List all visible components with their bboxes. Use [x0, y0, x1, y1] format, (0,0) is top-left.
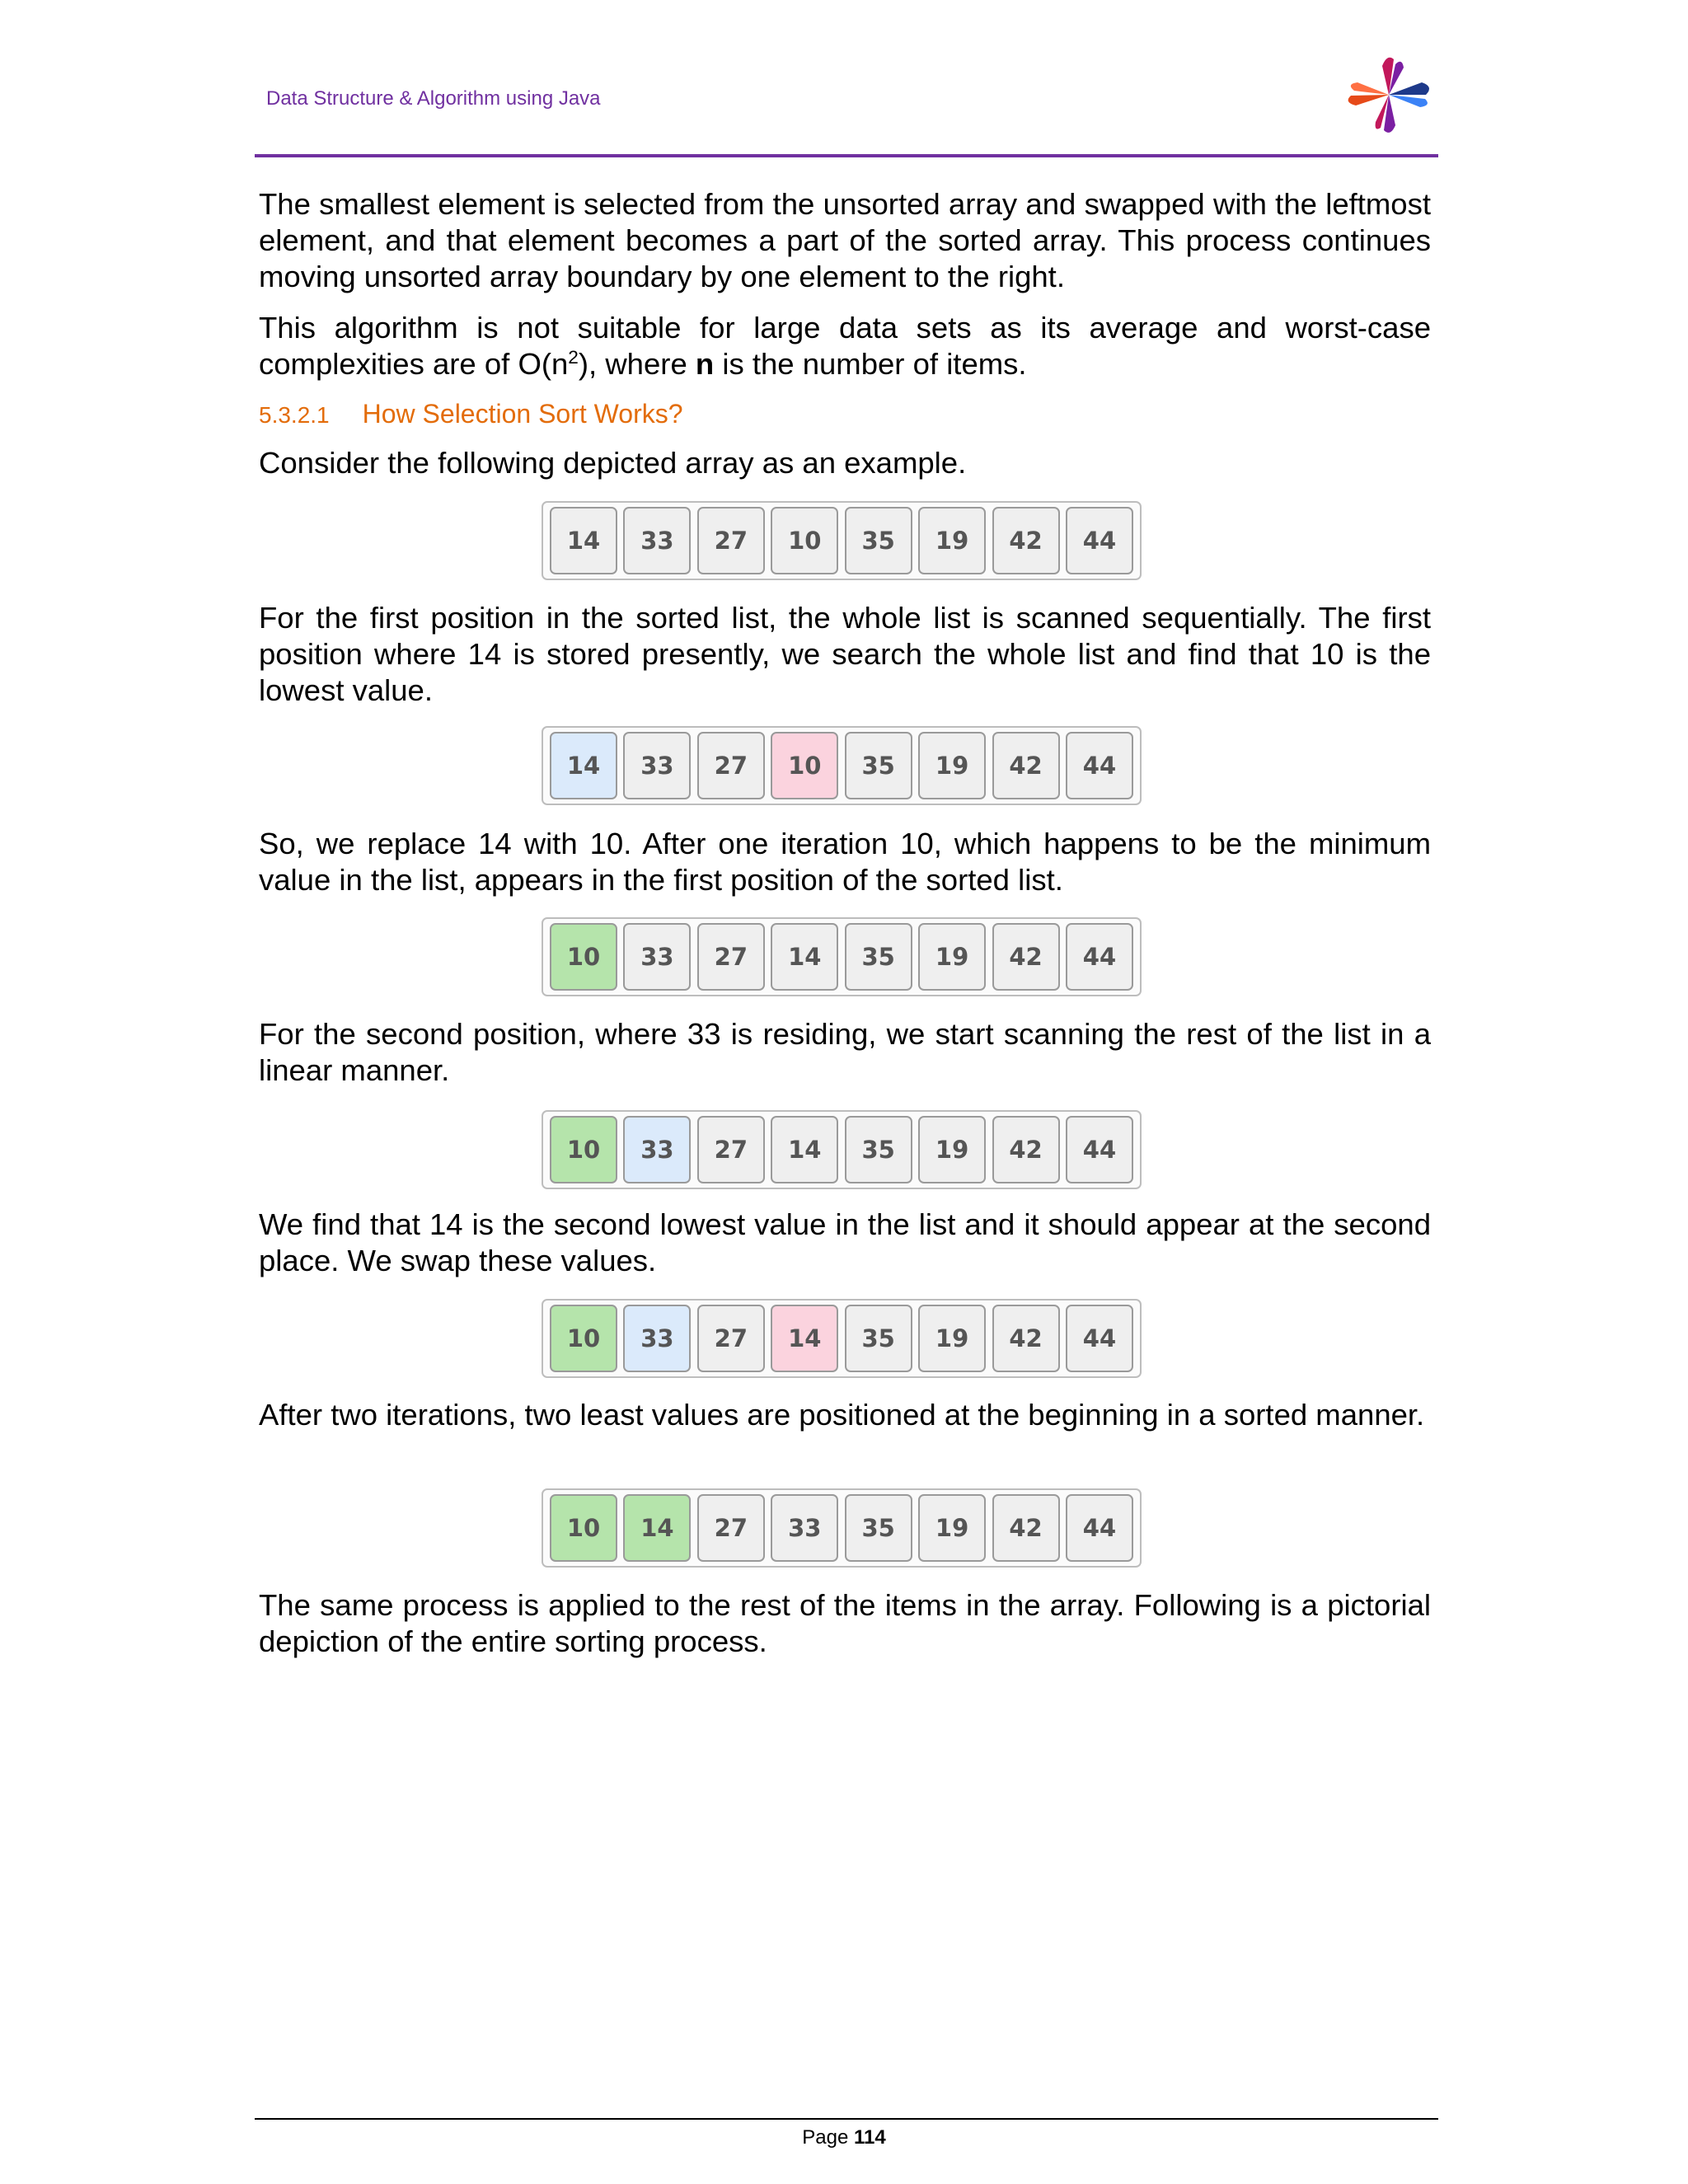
paragraph-first-position: For the first position in the sorted list, the whole list is scanned sequentially. The first position where 14 is stored presently, we search the whole list and find that 10 is the lowest value. — [259, 601, 1431, 707]
array-cell: 27 — [697, 1494, 765, 1562]
array-cell: 19 — [918, 1494, 986, 1562]
array-cell: 19 — [918, 507, 986, 574]
array-cell: 10 — [550, 923, 617, 991]
array-cell: 44 — [1066, 923, 1133, 991]
paragraph-complexity — [259, 310, 1431, 382]
array-cell: 44 — [1066, 1494, 1133, 1562]
page-label: Page — [802, 2126, 849, 2149]
array-cell: 10 — [550, 1116, 617, 1183]
array-cell: 14 — [550, 507, 617, 574]
array-diagram — [542, 726, 1142, 805]
array-cell: 14 — [771, 1305, 838, 1372]
array-cell: 35 — [845, 732, 912, 799]
array-cell: 14 — [771, 1116, 838, 1183]
paragraph-second-swap: We find that 14 is the second lowest value in the list and it should appear at the second place. We swap these values. — [259, 1207, 1431, 1277]
array-cell: 42 — [992, 1305, 1060, 1372]
array-cell: 27 — [697, 507, 765, 574]
array-cell: 10 — [771, 507, 838, 574]
complexity-text-2: ), where — [578, 347, 696, 381]
array-diagram — [542, 1488, 1142, 1568]
paragraph-rest-process: The same process is applied to the rest of the items in the array. Following is a pictorial depiction of the entire sorting process. — [259, 1588, 1431, 1658]
array-cell: 10 — [771, 732, 838, 799]
complexity-variable: n — [695, 347, 715, 381]
array-cell: 44 — [1066, 1116, 1133, 1183]
array-cell: 35 — [845, 1116, 912, 1183]
array-cell: 10 — [550, 1494, 617, 1562]
footer-rule — [255, 2118, 1438, 2120]
paragraph-example: Consider the following depicted array as an example. — [259, 446, 967, 480]
array-cell: 27 — [697, 1305, 765, 1372]
array-diagram — [542, 501, 1142, 580]
array-cell: 14 — [550, 732, 617, 799]
array-cell: 35 — [845, 923, 912, 991]
array-cell: 19 — [918, 1305, 986, 1372]
array-cell: 10 — [550, 1305, 617, 1372]
array-cell: 42 — [992, 1494, 1060, 1562]
paragraph-second-position: For the second position, where 33 is residing, we start scanning the rest of the list in a linear manner. — [259, 1017, 1431, 1087]
section-title: How Selection Sort Works? — [362, 399, 683, 429]
complexity-text: This algorithm is not suitable for large data sets as its average and worst-case complexities are of O(n — [259, 311, 1431, 381]
paragraph-first-swap: So, we replace 14 with 10. After one iteration 10, which happens to be the minimum value in the list, appears in the first position of the sorted list. — [259, 827, 1431, 897]
publisher-logo-icon — [1339, 49, 1438, 140]
page-footer — [0, 2126, 1688, 2149]
page-number: 114 — [854, 2126, 886, 2149]
array-cell: 44 — [1066, 1305, 1133, 1372]
array-cell: 33 — [623, 923, 691, 991]
array-cell: 42 — [992, 1116, 1060, 1183]
section-number: 5.3.2.1 — [259, 402, 330, 428]
array-cell: 14 — [623, 1494, 691, 1562]
array-cell: 27 — [697, 732, 765, 799]
array-cell: 27 — [697, 923, 765, 991]
section-heading — [259, 399, 683, 429]
array-cell: 35 — [845, 507, 912, 574]
array-cell: 33 — [623, 1305, 691, 1372]
array-cell: 44 — [1066, 732, 1133, 799]
array-cell: 33 — [623, 1116, 691, 1183]
array-cell: 42 — [992, 923, 1060, 991]
array-cell: 35 — [845, 1305, 912, 1372]
array-cell: 33 — [623, 507, 691, 574]
array-cell: 33 — [623, 732, 691, 799]
paragraph-intro: The smallest element is selected from the unsorted array and swapped with the leftmost element, and that element becomes a part of the sorted array. This process continues moving unsorted array boundary by one element to the right. — [259, 187, 1431, 293]
array-cell: 14 — [771, 923, 838, 991]
array-cell: 42 — [992, 507, 1060, 574]
header-title: Data Structure & Algorithm using Java — [266, 87, 601, 110]
array-cell: 19 — [918, 923, 986, 991]
array-cell: 44 — [1066, 507, 1133, 574]
array-cell: 27 — [697, 1116, 765, 1183]
array-diagram — [542, 1110, 1142, 1189]
array-cell: 35 — [845, 1494, 912, 1562]
header-rule — [255, 154, 1438, 157]
array-diagram — [542, 1299, 1142, 1378]
complexity-exponent: 2 — [568, 346, 579, 368]
array-cell: 33 — [771, 1494, 838, 1562]
array-cell: 19 — [918, 732, 986, 799]
complexity-text-3: is the number of items. — [714, 347, 1027, 381]
array-cell: 19 — [918, 1116, 986, 1183]
array-diagram — [542, 917, 1142, 996]
array-cell: 42 — [992, 732, 1060, 799]
paragraph-two-iterations: After two iterations, two least values are positioned at the beginning in a sorted manner. — [259, 1398, 1425, 1432]
